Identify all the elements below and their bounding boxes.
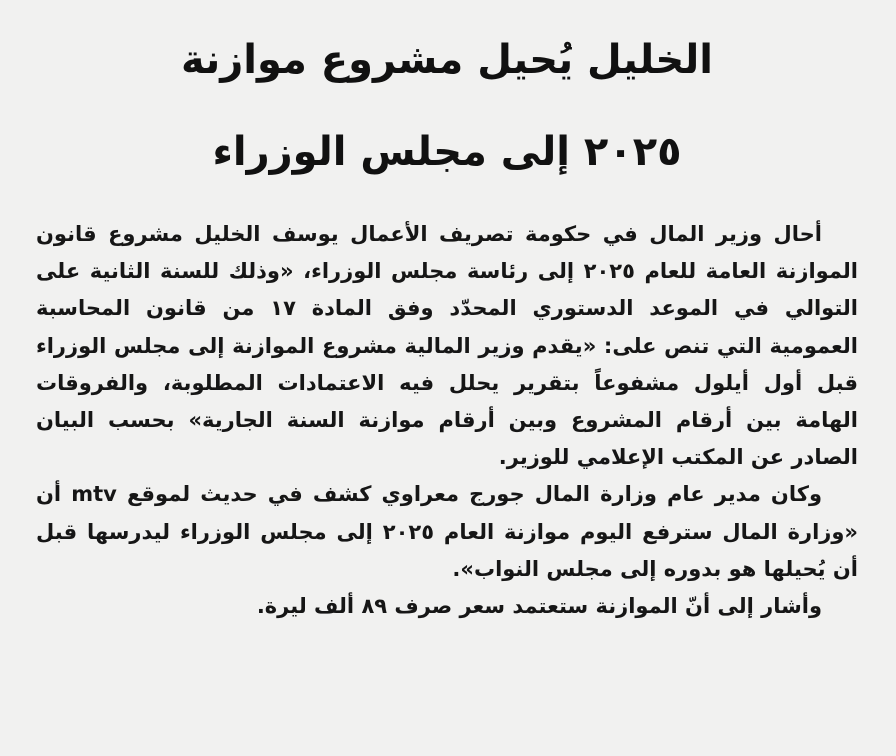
- article-paragraph-3: وأشار إلى أنّ الموازنة ستعتمد سعر صرف ٨٩ ألف ليرة.: [256, 594, 822, 619]
- article-paragraph-1: أحال وزير المال في حكومة تصريف الأعمال يوسف الخليل مشروع قانون الموازنة العامة للعام ٢٠٢٥ إلى رئاسة مجلس الوزراء، «وذلك للسنة الثانية على التوالي في الموعد الدستوري المحدّد وفق المادة ١٧ من قانون المحاسبة العمومية التي تنص على: «يقدم وزير المالية مشروع الموازنة إلى مجلس الوزراء قبل أول أيلول مشفوعاً بتقرير يحلل فيه الاعتمادات المطلوبة، والفروقات الهامة بين أرقام المشروع وبين أرقام موازنة السنة الجارية» بحسب البيان الصادر عن المكتب الإعلامي للوزير.: [36, 222, 858, 470]
- article-body: [36, 216, 858, 625]
- news-article: [36, 14, 858, 746]
- article-headline: [36, 14, 858, 198]
- headline-line-2: ٢٠٢٥ إلى مجلس الوزراء: [212, 129, 682, 175]
- headline-line-1: الخليل يُحيل مشروع موازنة: [181, 37, 713, 83]
- article-paragraph-2: وكان مدير عام وزارة المال جورج معراوي كشف في حديث لموقع mtv أن «وزارة المال سترفع اليوم موازنة العام ٢٠٢٥ إلى مجلس الوزراء ليدرسها قبل أن يُحيلها هو بدوره إلى مجلس النواب».: [36, 482, 858, 581]
